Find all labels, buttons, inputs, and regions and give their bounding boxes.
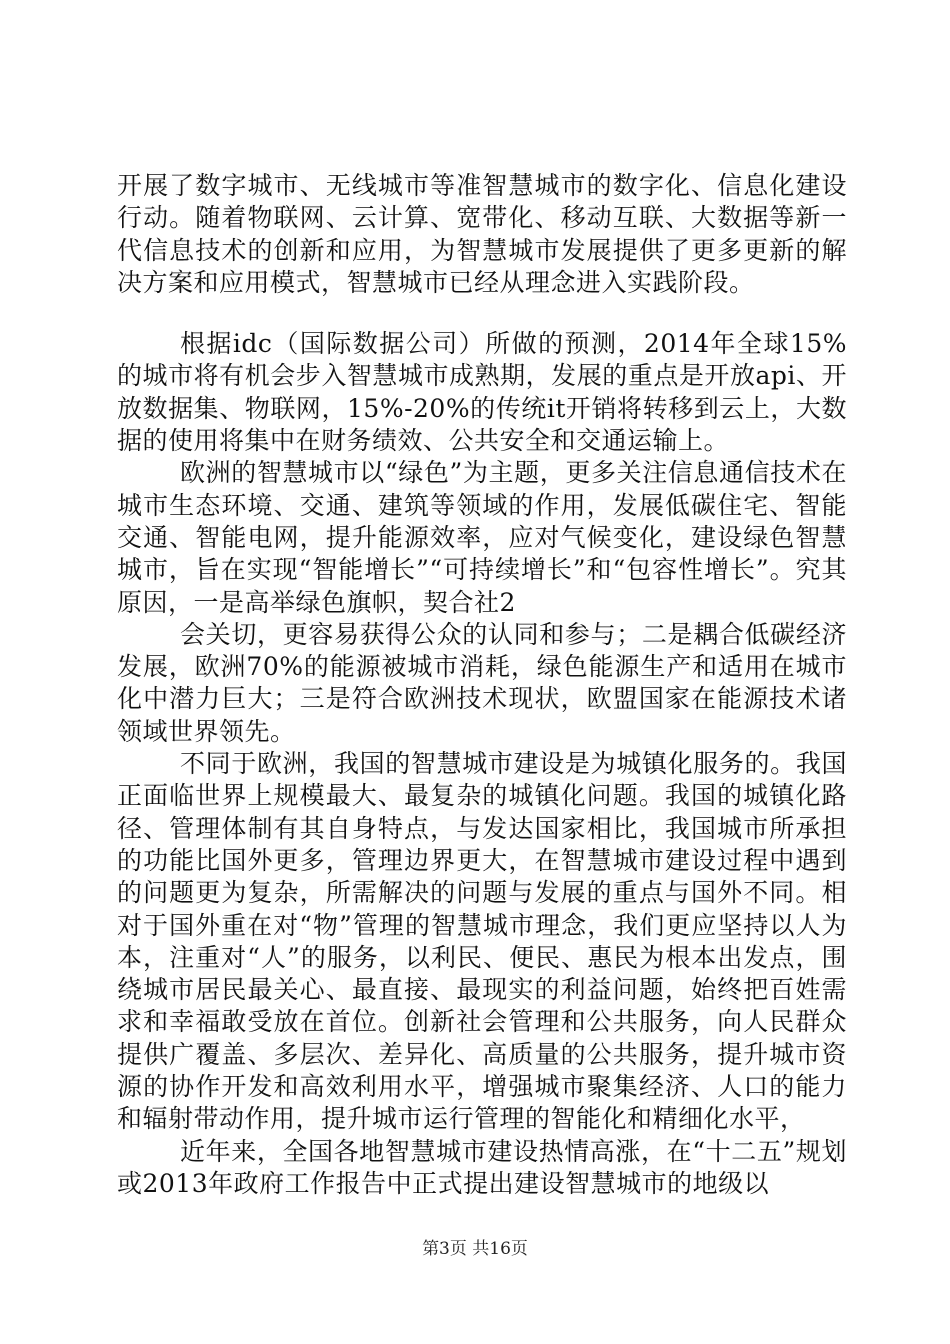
- paragraph-4: 会关切，更容易获得公众的认同和参与；二是耦合低碳经济发展，欧洲70%的能源被城市消耗，绿色能源生产和适用在城市化中潜力巨大；三是符合欧洲技术现状，欧盟国家在能源技术诸领域世界领先。: [117, 619, 847, 746]
- paragraph-2: 根据idc（国际数据公司）所做的预测，2014年全球15%的城市将有机会步入智慧城市成熟期，发展的重点是开放api、开放数据集、物联网，15%-20%的传统it开销将转移到云上，大数据的使用将集中在财务绩效、公共安全和交通运输上。: [117, 329, 847, 456]
- document-body: [117, 170, 847, 1200]
- paragraph-1: 开展了数字城市、无线城市等准智慧城市的数字化、信息化建设行动。随着物联网、云计算、宽带化、移动互联、大数据等新一代信息技术的创新和应用，为智慧城市发展提供了更多更新的解决方案和应用模式，智慧城市已经从理念进入实践阶段。: [117, 171, 847, 297]
- paragraph-6: 近年来，全国各地智慧城市建设热情高涨，在“十二五”规划或2013年政府工作报告中正式提出建设智慧城市的地级以: [117, 1136, 847, 1198]
- paragraph-spacer: [117, 299, 847, 328]
- paragraph-5: 不同于欧洲，我国的智慧城市建设是为城镇化服务的。我国正面临世界上规模最大、最复杂的城镇化问题。我国的城镇化路径、管理体制有其自身特点，与发达国家相比，我国城市所承担的功能比国外更多，管理边界更大，在智慧城市建设过程中遇到的问题更为复杂，所需解决的问题与发展的重点与国外不同。相对于国外重在对“物”管理的智慧城市理念，我们更应坚持以人为本，注重对“人”的服务，以利民、便民、惠民为根本出发点，围绕城市居民最关心、最直接、最现实的利益问题，始终把百姓需求和幸福敢受放在首位。创新社会管理和公共服务，向人民群众提供广覆盖、多层次、差异化、高质量的公共服务，提升城市资源的协作开发和高效利用水平，增强城市聚集经济、人口的能力和辐射带动作用，提升城市运行管理的智能化和精细化水平，: [117, 749, 847, 1134]
- page-number-footer: 第3页 共16页: [422, 1239, 528, 1259]
- paragraph-3: 欧洲的智慧城市以“绿色”为主题，更多关注信息通信技术在城市生态环境、交通、建筑等领域的作用，发展低碳住宅、智能交通、智能电网，提升能源效率，应对气候变化，建设绿色智慧城市，旨在实现“智能增长”“可持续增长”和“包容性增长”。究其原因，一是高举绿色旗帜，契合社2: [117, 458, 847, 617]
